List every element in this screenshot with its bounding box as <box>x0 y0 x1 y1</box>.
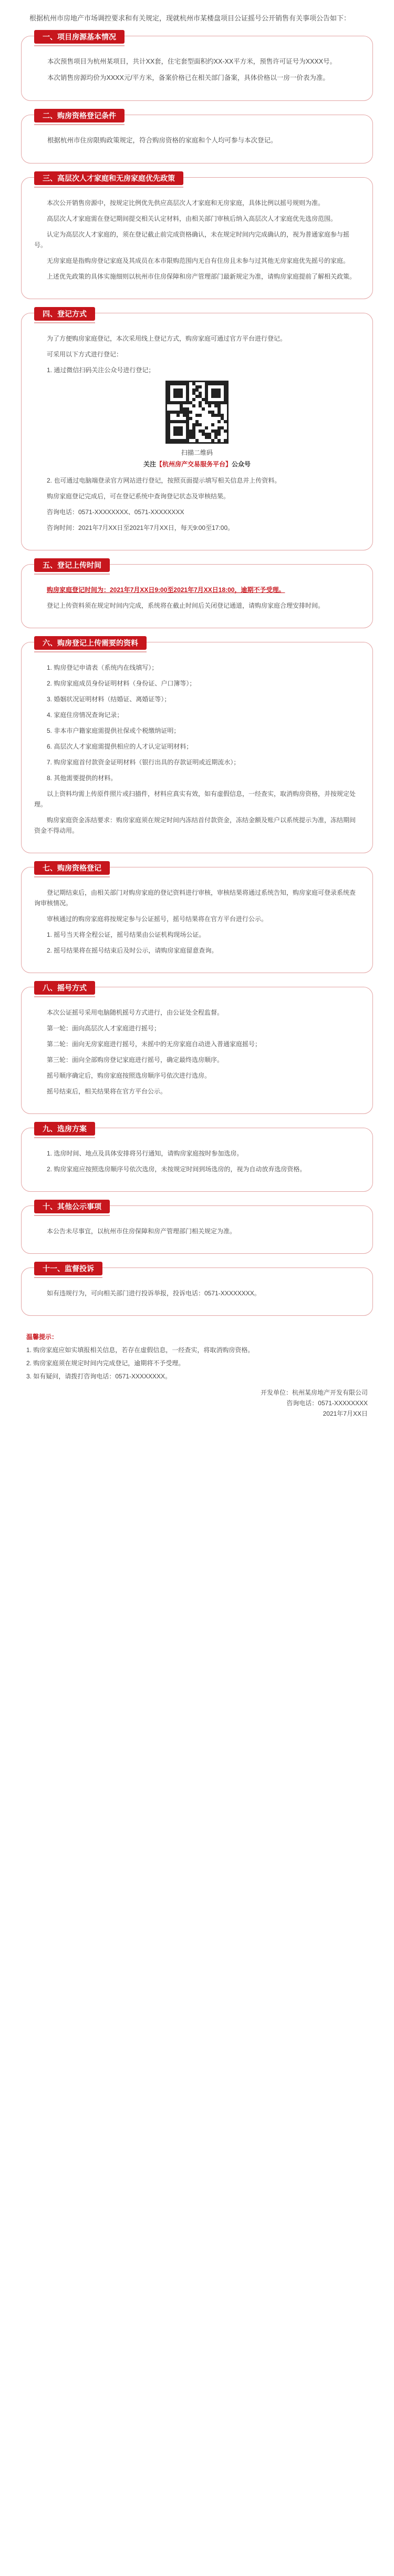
section-title: 五、登记上传时间 <box>34 558 110 572</box>
section-box <box>21 864 373 973</box>
section-other-matters <box>21 1202 373 1254</box>
section-paragraph: 1. 购房登记申请表（系统内在线填写）； <box>47 664 158 671</box>
section-paragraph: 1. 通过微信扫码关注公众号进行登记； <box>47 366 155 374</box>
qr-subcaption <box>34 458 360 470</box>
section-title: 二、购房资格登记条件 <box>34 109 125 122</box>
section-paragraph: 4. 家庭住房情况查询记录； <box>47 711 123 719</box>
section-supervision <box>21 1264 373 1316</box>
qr-module <box>199 423 202 426</box>
section-lottery-method <box>21 984 373 1114</box>
qr-module <box>199 414 202 417</box>
section-paragraph: 本次公开销售房源中，按规定比例优先供应高层次人才家庭和无房家庭，具体比例以摇号规则为准。 <box>47 199 325 207</box>
qr-module <box>224 401 227 404</box>
section-box <box>21 984 373 1114</box>
section-box <box>21 310 373 550</box>
footer-note: 2. 购房家庭须在规定时间内完成登记，逾期将不予受理。 <box>26 1359 185 1367</box>
section-box <box>21 1202 373 1254</box>
section-title: 四、登记方式 <box>34 307 95 321</box>
qr-module <box>177 414 180 417</box>
section-paragraph: 第三轮：面向全部购房登记家庭进行摇号，确定最终选房顺序。 <box>47 1056 224 1064</box>
section-paragraph: 2. 也可通过电脑端登录官方网站进行登记，按照页面提示填写相关信息并上传资料。 <box>47 477 281 484</box>
section-box <box>21 639 373 853</box>
section-paragraph: 第二轮：面向无房家庭进行摇号，未摇中的无房家庭自动进入普通家庭摇号； <box>47 1040 262 1048</box>
section-title: 六、购房登记上传需要的资料 <box>34 636 147 650</box>
footer-note: 3. 如有疑问，请拨打咨询电话：0571-XXXXXXXX。 <box>26 1373 172 1380</box>
qr-module <box>224 430 227 433</box>
qr-module <box>217 420 221 423</box>
section-paragraph: 本次公证摇号采用电脑随机摇号方式进行，由公证处全程监督。 <box>47 1009 224 1016</box>
qr-module <box>189 411 192 414</box>
section-eligibility <box>21 111 373 163</box>
section-title: 七、购房资格登记 <box>34 861 110 875</box>
qr-module <box>189 417 192 420</box>
section-house-selection <box>21 1125 373 1192</box>
section-paragraph: 如有违规行为，可向相关部门进行投诉举报，投诉电话：0571-XXXXXXXX。 <box>47 1290 261 1297</box>
section-title: 九、选房方案 <box>34 1122 95 1136</box>
section-paragraph: 2. 购房家庭应按照选房顺序号依次选房，未按规定时间到场选房的，视为自动放弃选房资格。 <box>47 1166 306 1173</box>
section-box <box>21 111 373 163</box>
developer-phone: 咨询电话：0571-XXXXXXXX <box>286 1399 368 1407</box>
section-paragraph: 上述优先政策的具体实施细则以杭州市住房保障和房产管理部门最新规定为准，请购房家庭提前了解相关政策。 <box>47 273 356 280</box>
section-title: 十、其他公示事项 <box>34 1200 110 1213</box>
section-paragraph: 购房家庭登记完成后，可在登记系统中查询登记状态及审核结果。 <box>47 493 230 500</box>
section-paragraph: 购房家庭资金冻结要求：购房家庭须在规定时间内冻结首付款资金，冻结金额及账户以系统提示为准，冻结期间资金不得动用。 <box>34 816 356 834</box>
section-paragraph: 可采用以下方式进行登记： <box>47 351 123 358</box>
section-title: 一、项目房源基本情况 <box>34 30 125 44</box>
section-box <box>21 561 373 628</box>
section-paragraph: 2. 摇号结果将在摇号结束后及时公示，请购房家庭留意查询。 <box>47 947 218 954</box>
qr-module <box>199 385 202 389</box>
consult-phone: 咨询电话：0571-XXXXXXXX、0571-XXXXXXXX <box>47 508 184 516</box>
qr-subcaption-prefix: 关注 <box>143 461 156 468</box>
qr-module <box>192 398 195 401</box>
qr-account-name: 【杭州房产交易服务平台】 <box>155 461 232 468</box>
qr-module <box>186 439 189 442</box>
footer-note: 1. 购房家庭应如实填报相关信息，若存在虚假信息，一经查实，将取消购房资格。 <box>26 1346 254 1354</box>
registration-time-text: 购房家庭登记时间为：2021年7月XX日9:00至2021年7月XX日18:00，逾期不予受理。 <box>47 586 285 594</box>
section-box <box>21 33 373 101</box>
publish-date: 2021年7月XX日 <box>323 1410 368 1417</box>
section-paragraph: 登记期结束后，由相关部门对购房家庭的登记资料进行审核，审核结果将通过系统告知，购房家庭可登录系统查询审核情况。 <box>34 889 356 907</box>
section-paragraph: 以上资料均需上传原件照片或扫描件，材料应真实有效，如有虚假信息，一经查实，取消购房资格，并按规定处理。 <box>34 790 356 808</box>
section-paragraph: 无房家庭是指购房登记家庭及其成员在本市限购范围内无自有住房且未参与过其他无房家庭优先摇号的家庭。 <box>47 257 350 264</box>
section-paragraph: 5. 非本市户籍家庭需提供社保或个税缴纳证明； <box>47 727 180 734</box>
qr-module <box>217 439 221 442</box>
signature-block <box>16 1387 368 1419</box>
qr-module <box>211 423 214 426</box>
section-paragraph: 1. 选房时间、地点及具体安排将另行通知，请购房家庭按时参加选房。 <box>47 1150 243 1157</box>
section-paragraph: 本次销售房源均价为XXXX元/平方米，备案价格已在相关部门备案，具体价格以一房一价表为准。 <box>47 74 329 81</box>
section-paragraph: 登记上传资料须在规定时间内完成，系统将在截止时间后关闭登记通道，请购房家庭合理安排时间。 <box>47 602 325 609</box>
qr-module <box>195 439 199 442</box>
qr-module <box>180 395 183 398</box>
qr-module <box>224 439 227 442</box>
section-box <box>21 1125 373 1192</box>
qr-module <box>217 395 221 398</box>
section-paragraph: 高层次人才家庭需在登记期间提交相关认定材料，由相关部门审核后纳入高层次人才家庭优先选房范围。 <box>47 215 337 222</box>
consult-time: 咨询时间：2021年7月XX日至2021年7月XX日，每天9:00至17:00。 <box>47 524 234 531</box>
qr-module <box>192 404 195 407</box>
section-paragraph: 8. 其他需要提供的材料。 <box>47 774 117 782</box>
section-qualification-check <box>21 864 373 973</box>
developer-name: 开发单位：杭州某房地产开发有限公司 <box>260 1389 368 1396</box>
section-paragraph: 本次预售项目为杭州某项目，共计XX套，住宅套型面积约XX-XX平方米，预售许可证号为XXXX号。 <box>47 58 337 65</box>
section-registration-method <box>21 310 373 550</box>
section-priority-policy <box>21 174 373 299</box>
section-paragraph: 6. 高层次人才家庭需提供相应的人才认定证明材料； <box>47 743 193 750</box>
qr-module <box>217 433 221 436</box>
section-title: 三、高层次人才家庭和无房家庭优先政策 <box>34 171 183 185</box>
section-paragraph: 审核通过的购房家庭将按规定参与公证摇号，摇号结果将在官方平台进行公示。 <box>47 915 268 923</box>
section-paragraph: 为了方便购房家庭登记，本次采用线上登记方式，购房家庭可通过官方平台进行登记。 <box>47 335 287 342</box>
qr-module <box>180 433 183 436</box>
qr-module <box>205 426 208 430</box>
footer-notes <box>26 1332 368 1382</box>
qr-block <box>34 381 360 470</box>
section-title: 十一、监督投诉 <box>34 1262 102 1275</box>
qr-module <box>224 420 227 423</box>
qr-module <box>211 439 214 442</box>
qr-caption: 扫描二维码 <box>181 449 213 456</box>
section-paragraph: 第一轮：面向高层次人才家庭进行摇号； <box>47 1025 161 1032</box>
section-registration-time <box>21 561 373 628</box>
section-paragraph: 7. 购房家庭首付款资金证明材料（银行出具的存款证明或近期流水）； <box>47 759 240 766</box>
qr-subcaption-suffix: 公众号 <box>232 461 251 468</box>
intro-text: 根据杭州市房地产市场调控要求和有关规定，现就杭州市某楼盘项目公证摇号公开销售有关事项公告如下： <box>29 14 351 22</box>
section-paragraph: 摇号顺序确定后，购房家庭按照选房顺序号依次进行选房。 <box>47 1072 211 1079</box>
section-paragraph: 根据杭州市住房限购政策规定，符合购房资格的家庭和个人均可参与本次登记。 <box>47 137 277 144</box>
section-required-documents <box>21 639 373 853</box>
section-box <box>21 174 373 299</box>
section-paragraph: 1. 摇号当天将全程公证，摇号结果由公证机构现场公证。 <box>47 931 205 938</box>
section-title: 八、摇号方式 <box>34 981 95 995</box>
section-paragraph: 3. 婚姻状况证明材料（结婚证、离婚证等）； <box>47 696 171 703</box>
section-paragraph: 认定为高层次人才家庭的，须在登记截止前完成资格确认，未在规定时间内完成确认的，视为普通家庭参与摇号。 <box>34 231 350 249</box>
qr-module <box>208 404 211 407</box>
qr-module <box>202 407 205 411</box>
section-paragraph: 本公告未尽事宜，以杭州市住房保障和房产管理部门相关规定为准。 <box>47 1228 236 1235</box>
section-paragraph: 摇号结束后，相关结果将在官方平台公示。 <box>47 1088 167 1095</box>
section-paragraph: 2. 购房家庭成员身份证明材料（身份证、户口簿等）； <box>47 680 196 687</box>
footer-notes-title: 温馨提示： <box>26 1333 58 1341</box>
section-paragraph <box>34 585 360 595</box>
section-project-info <box>21 33 373 101</box>
qr-code-icon[interactable] <box>165 381 229 444</box>
section-box <box>21 1264 373 1316</box>
